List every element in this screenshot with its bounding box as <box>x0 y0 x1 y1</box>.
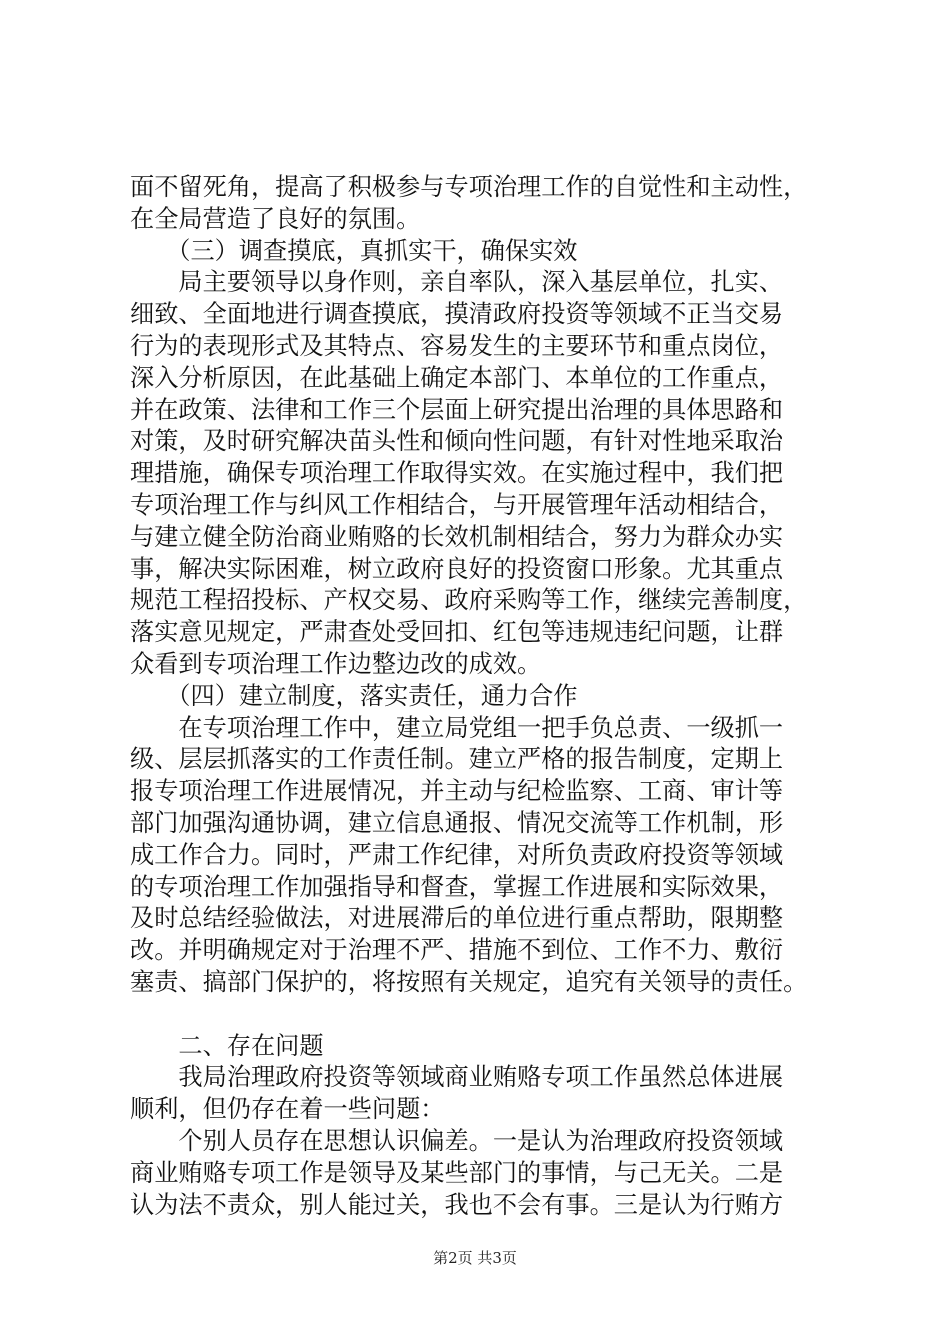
text-line: 面不留死角，提高了积极参与专项治理工作的自觉性和主动性， <box>130 173 808 201</box>
text-line: （四）建立制度，落实责任，通力合作 <box>130 681 578 710</box>
text-line: 改。并明确规定对于治理不严、措施不到位、工作不力、敷衍 <box>130 936 784 965</box>
text-line: 专项治理工作与纠风工作相结合，与开展管理年活动相结合， <box>130 490 784 519</box>
paragraph-gap <box>130 999 830 1031</box>
body-block-section-two <box>130 1031 830 1222</box>
text-line: 我局治理政府投资等领域商业贿赂专项工作虽然总体进展 <box>130 1063 784 1092</box>
text-line: 在专项治理工作中，建立局党组一把手负总责、一级抓一 <box>130 713 784 742</box>
text-line: 局主要领导以身作则，亲自率队，深入基层单位，扎实、 <box>130 268 784 297</box>
text-line: （三）调查摸底，真抓实干，确保实效 <box>130 236 578 265</box>
text-line: 成工作合力。同时，严肃工作纪律，对所负责政府投资等领域 <box>130 840 784 869</box>
text-line: 顺利，但仍存在着一些问题： <box>130 1095 445 1124</box>
text-line: 深入分析原因，在此基础上确定本部门、本单位的工作重点， <box>130 363 784 392</box>
text-line: 并在政策、法律和工作三个层面上研究提出治理的具体思路和 <box>130 395 784 424</box>
text-line: 在全局营造了良好的氛围。 <box>130 204 421 233</box>
text-line: 理措施，确保专项治理工作取得实效。在实施过程中，我们把 <box>130 459 784 488</box>
text-line: 及时总结经验做法，对进展滞后的单位进行重点帮助，限期整 <box>130 904 784 933</box>
text-line: 报专项治理工作进展情况，并主动与纪检监察、工商、审计等 <box>130 777 784 806</box>
text-line: 与建立健全防治商业贿赂的长效机制相结合，努力为群众办实 <box>130 522 784 551</box>
body-block-section-one <box>130 172 830 999</box>
text-line: 事，解决实际困难，树立政府良好的投资窗口形象。尤其重点 <box>130 554 784 583</box>
text-line: 部门加强沟通协调，建立信息通报、情况交流等工作机制，形 <box>130 808 784 837</box>
text-line: 规范工程招投标、产权交易、政府采购等工作，继续完善制度， <box>130 586 808 615</box>
text-line: 塞责、搞部门保护的，将按照有关规定，追究有关领导的责任。 <box>130 967 808 996</box>
text-line: 行为的表现形式及其特点、容易发生的主要环节和重点岗位， <box>130 331 784 360</box>
text-line: 认为法不责众，别人能过关，我也不会有事。三是认为行贿方 <box>130 1190 784 1219</box>
text-line: 二、存在问题 <box>130 1031 324 1060</box>
text-line: 商业贿赂专项工作是领导及某些部门的事情，与己无关。二是 <box>130 1158 784 1187</box>
text-line: 众看到专项治理工作边整边改的成效。 <box>130 649 542 678</box>
page-footer: 第2页 共3页 <box>433 1249 517 1267</box>
text-line: 对策，及时研究解决苗头性和倾向性问题，有针对性地采取治 <box>130 427 784 456</box>
text-line: 的专项治理工作加强指导和督查，掌握工作进展和实际效果， <box>130 872 784 901</box>
text-line: 级、层层抓落实的工作责任制。建立严格的报告制度，定期上 <box>130 745 784 774</box>
document-body <box>130 172 830 1221</box>
text-line: 个别人员存在思想认识偏差。一是认为治理政府投资领域 <box>130 1126 784 1155</box>
text-line: 细致、全面地进行调查摸底，摸清政府投资等领域不正当交易 <box>130 300 784 329</box>
text-line: 落实意见规定，严肃查处受回扣、红包等违规违纪问题，让群 <box>130 618 784 647</box>
